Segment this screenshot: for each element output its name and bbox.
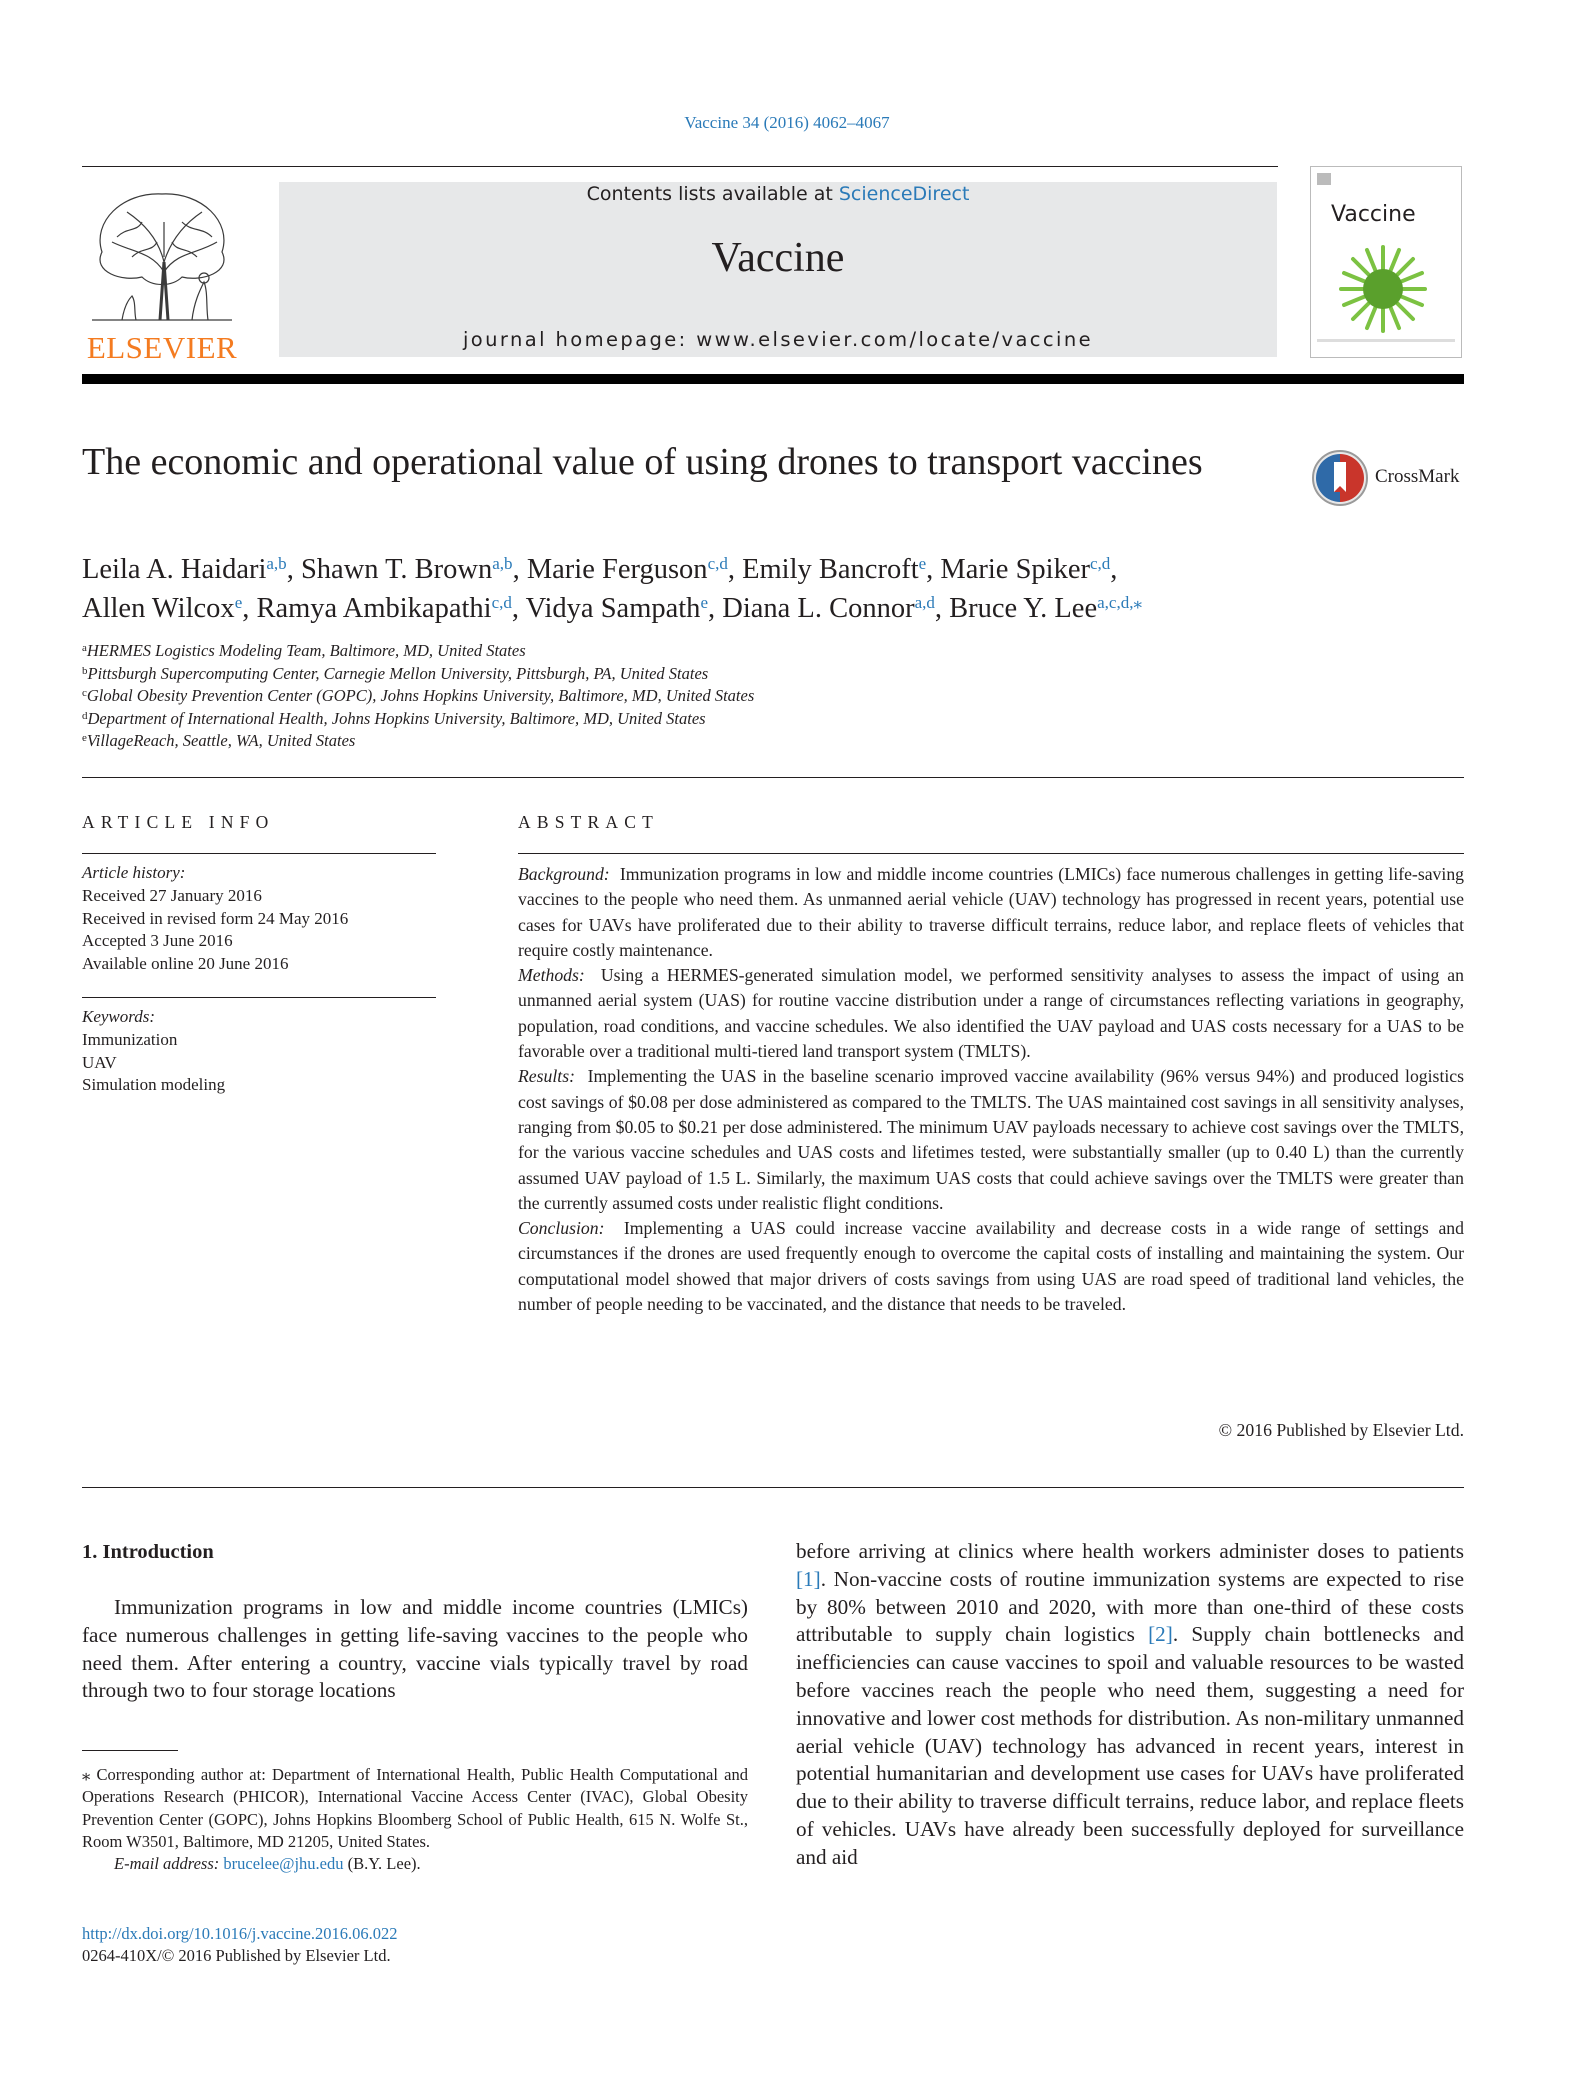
affiliation: $^e$VillageReach, Seattle, WA, United States — [82, 731, 356, 751]
section-heading-introduction: 1. Introduction — [82, 1541, 214, 1563]
header-thick-rule — [82, 374, 1464, 384]
contents-available-line: Contents lists available at ScienceDirect — [586, 183, 970, 205]
author: Ramya Ambikapathi$^{c,d}$, — [256, 593, 526, 624]
journal-cover-thumbnail — [1310, 166, 1462, 358]
abstract-background: Background: Immunization programs in low and middle income countries (LMICs) face numerous challenges in getting life-saving vaccines to the people who need them. As unmanned aerial vehicle (UAV) technology has progressed in recent years, potential use cases for UAVs have proliferated due to their ability to traverse difficult terrains, reduce labor, and replace fleets of vehicles that require costly maintenance. — [518, 864, 1465, 960]
abstract-results: Results: Implementing the UAS in the baseline scenario improved vaccine availability (96% versus 94%) and produced logistics cost savings of $0.08 per dose administered as compared to the TMLTS. The UAS maintained cost savings in all sensitivity analyses, ranging from $0.05 to $0.21 per dose administered. The minimum UAV payloads necessary to achieve cost savings over the TMLTS, for the various vaccine schedules and UAS costs and lifetimes tested, were substantially smaller (up to 0.40 L) than the currently assumed UAV payload of 1.5 L. Similarly, the maximum UAS costs that could achieve savings over the TMLTS were greater than the currently assumed costs under realistic flight conditions. — [518, 1066, 1465, 1213]
affiliation-rule — [82, 777, 1464, 778]
author: Marie Spiker$^{c,d}$, — [940, 554, 1118, 585]
abstract-rule — [518, 853, 1464, 854]
article-info-rule — [82, 853, 436, 854]
journal-homepage-line: journal homepage: www.elsevier.com/locate/vaccine — [462, 328, 1094, 351]
issn-line: 0264-410X/© 2016 Published by Elsevier Ltd. — [82, 1946, 391, 1965]
sciencedirect-link[interactable]: ScienceDirect — [838, 183, 970, 205]
author: Diana L. Connor$^{a,d}$, — [722, 593, 950, 624]
affiliation: $^d$Department of International Health, Johns Hopkins University, Baltimore, MD, United States — [82, 708, 706, 728]
crossmark-label[interactable]: CrossMark — [1375, 466, 1460, 487]
abstract-copyright: © 2016 Published by Elsevier Ltd. — [1218, 1420, 1464, 1440]
history-item: Received 27 January 2016 — [82, 885, 262, 905]
author: Bruce Y. Lee$^{a,c,d,⁎}$ — [949, 593, 1142, 624]
author: Leila A. Haidari$^{a,b}$, — [82, 554, 301, 585]
journal-citation-link[interactable]: Vaccine 34 (2016) 4062–4067 — [684, 113, 890, 132]
header-top-rule — [82, 166, 1278, 167]
intro-paragraph-right: before arriving at clinics where health workers administer doses to patients [1]. Non-vaccine costs of routine immunization systems are expected to rise by 80% between 2010 and 2020, with more than one-third of these costs attributable to supply chain logistics [2]. Supply chain bottlenecks and inefficiencies can cause vaccines to spoil and valuable resources to be wasted before vaccines reach the people who need them, suggesting a need for innovative and lower cost methods for distribution. As non-military unmanned aerial vehicle (UAV) technology has advanced in recent years, interest in potential humanitarian and development use cases for UAVs have proliferated due to their ability to traverse difficult terrains, reduce labor, and replace fleets of vehicles. UAVs have already been successfully deployed for surveillance and aid — [796, 1539, 1465, 1869]
reference-link[interactable]: [1] — [796, 1566, 821, 1591]
keyword-item: Immunization — [82, 1029, 178, 1049]
article-history — [82, 862, 436, 976]
keyword-item: UAV — [82, 1052, 117, 1072]
footnote-rule — [82, 1750, 178, 1751]
history-item: Accepted 3 June 2016 — [82, 931, 233, 951]
affiliation-list — [82, 640, 982, 753]
keywords-label: Keywords: — [82, 1007, 156, 1026]
doi-link[interactable]: http://dx.doi.org/10.1016/j.vaccine.2016.06.022 — [82, 1924, 398, 1943]
article-history-label: Article history: — [82, 863, 186, 882]
author: Marie Ferguson$^{c,d}$, — [526, 554, 743, 585]
keywords-rule — [82, 997, 436, 998]
abstract-heading: ABSTRACT — [518, 812, 660, 832]
intro-paragraph-left: Immunization programs in low and middle income countries (LMICs) face numerous challenges in getting life-saving vaccines to the people who need them. After entering a country, vaccine vials typically travel by road through two to four storage locations — [82, 1595, 748, 1703]
affiliation: $^c$Global Obesity Prevention Center (GOPC), Johns Hopkins University, Baltimore, MD, United States — [82, 686, 755, 706]
journal-homepage-link[interactable]: www.elsevier.com/locate/vaccine — [696, 328, 1094, 351]
abstract-bottom-rule — [82, 1487, 1464, 1488]
history-item: Available online 20 June 2016 — [82, 954, 289, 974]
affiliation: $^a$HERMES Logistics Modeling Team, Baltimore, MD, United States — [82, 641, 526, 660]
abstract-conclusion: Conclusion: Implementing a UAS could increase vaccine availability and decrease costs in a wide range of settings and circumstances if the drones are used frequently enough to overcome the capital costs of installing and maintaining the system. Our computational model showed that major drivers of costs savings from using UAS are road speed of traditional land vehicles, the number of people needing to be vaccinated, and the distance that needs to be traveled. — [518, 1218, 1464, 1315]
author: Allen Wilcox$^e$, — [82, 593, 257, 624]
email-link[interactable]: brucelee@jhu.edu — [223, 1854, 344, 1874]
author-list — [82, 550, 1402, 628]
author: Shawn T. Brown$^{a,b}$, — [300, 554, 527, 585]
abstract-methods: Methods: Using a HERMES-generated simulation model, we performed sensitivity analyses to assess the impact of using an unmanned aerial system (UAS) for routine vaccine distribution under a range of circumstances reflecting variations in geography, population, road conditions, and vaccine schedules. We also identified the UAV payload and UAS costs necessary for a UAS to be favorable over a traditional multi-tiered land transport system (TMLTS). — [518, 965, 1464, 1062]
crossmark-icon[interactable] — [1310, 448, 1370, 508]
author: Emily Bancroft$^e$, — [742, 554, 941, 585]
abstract-body — [518, 862, 1464, 1317]
history-item: Received in revised form 24 May 2016 — [82, 908, 349, 928]
journal-name: Vaccine — [711, 235, 845, 281]
article-info-heading: ARTICLE INFO — [82, 812, 275, 832]
elsevier-wordmark: ELSEVIER — [86, 330, 238, 365]
reference-link[interactable]: [2] — [1148, 1622, 1173, 1647]
affiliation: $^b$Pittsburgh Supercomputing Center, Carnegie Mellon University, Pittsburgh, PA, United States — [82, 663, 709, 683]
corresponding-author-text: ⁎ Corresponding author at: Department of International Health, Public Health Computational and Operations Research (PHICOR), International Vaccine Access Center (IVAC), Global Obesity Prevention Center (GOPC), Johns Hopkins Bloomberg School of Public Health, 615 N. Wolfe St., Room W3501, Baltimore, MD 21205, United States. — [82, 1765, 748, 1851]
cover-title: Vaccine — [1331, 202, 1416, 227]
author: Vidya Sampath$^e$, — [525, 593, 723, 624]
corresponding-author-footnote — [82, 1764, 748, 1875]
email-line: E-mail address: brucelee@jhu.edu (B.Y. Lee). — [114, 1854, 421, 1874]
keyword-item: Simulation modeling — [82, 1075, 226, 1095]
article-title: The economic and operational value of using drones to transport vaccines — [82, 441, 1203, 483]
keywords-block — [82, 1006, 436, 1097]
